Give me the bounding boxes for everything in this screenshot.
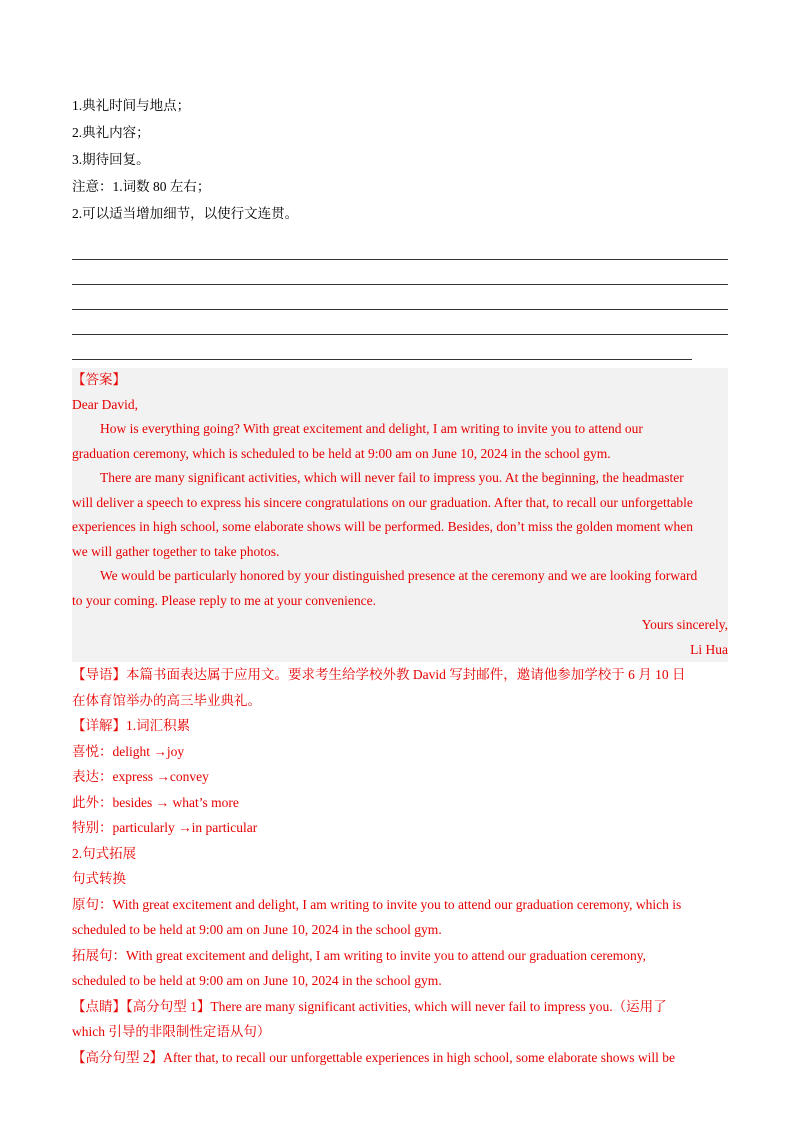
writing-line: [72, 260, 728, 285]
answer-label: 【答案】: [72, 372, 126, 387]
letter-p1-line2: graduation ceremony, which is scheduled to be held at 9:00 am on June 10, 2024 in the school gym.: [72, 445, 611, 461]
tips-line3: 【高分句型 2】After that, to recall our unforgettable experiences in high school, some elaborate shows will be: [72, 1049, 675, 1065]
writing-line: [72, 235, 728, 260]
vocab-item: 喜悦：delight →joy: [72, 743, 185, 759]
guide-line2: 在体育馆举办的高三毕业典礼。: [72, 692, 261, 708]
vocab-item: 表达：express →convey: [72, 769, 209, 784]
detail-section: [72, 713, 728, 994]
guide-label: 【导语】: [72, 667, 126, 682]
detail-label: 【详解】: [72, 718, 126, 733]
letter-p3-line1: We would be particularly honored by your distinguished presence at the ceremony and we are looking forward: [100, 568, 698, 583]
detail-heading-line: [72, 713, 728, 739]
letter-p2-line1: There are many significant activities, which will never fail to impress you. At the beginning, the headmaster: [100, 470, 684, 485]
letter-p3-line2: to your coming. Please reply to me at your convenience.: [72, 592, 377, 608]
letter-p2-line2: will deliver a speech to express his sincere congratulations on our graduation. After that, to recall our unforgettable: [72, 494, 693, 510]
writing-line: [72, 335, 692, 360]
guide-text: 本篇书面表达属于应用文。要求考生给学校外教 David 写封邮件，邀请他参加学校于 6 月 10 日: [126, 667, 686, 682]
note-line-1: [72, 173, 728, 200]
writing-line: [72, 285, 728, 310]
extended-sentence-line2: scheduled to be held at 9:00 am on June 10, 2024 in the school gym.: [72, 973, 442, 988]
note-word-count: 1.词数 80 左右；: [112, 179, 211, 194]
vocab-item: 此外：besides → what’s more: [72, 794, 239, 810]
tips-line1: 【点睛】【高分句型 1】There are many significant activities, which will never fail to impress you.（运用了: [72, 998, 667, 1014]
sentence-subheading: 句式转换: [72, 871, 126, 886]
tips-label: 【点睛】: [72, 998, 126, 1014]
vocab-item: 特别：particularly →in particular: [72, 820, 258, 835]
letter-p2-line3: experiences in high school, some elaborate shows will be performed. Besides, don’t miss the golden moment when: [72, 519, 693, 534]
requirement-2: 2.典礼内容；: [72, 125, 150, 140]
writing-line: [72, 310, 728, 335]
letter-p2-line4: we will gather together to take photos.: [72, 543, 280, 559]
guide-section: [72, 662, 728, 713]
letter-signature: Li Hua: [690, 641, 728, 657]
document-page: [72, 92, 728, 1070]
type1-label: 【高分句型 1】: [126, 998, 211, 1014]
tips-line2: which 引导的非限制性定语从句）: [72, 1024, 271, 1039]
type2-label: 【高分句型 2】: [72, 1049, 164, 1065]
requirement-3: 3.期待回复。: [72, 152, 150, 167]
original-sentence-line2: scheduled to be held at 9:00 am on June 10, 2024 in the school gym.: [72, 922, 442, 937]
tips-section: [72, 994, 728, 1071]
note-label: 注意：: [72, 179, 113, 194]
sentence-heading: 2.句式拓展: [72, 845, 137, 861]
detail-heading: 1.词汇积累: [126, 718, 191, 733]
original-sentence-line1: 原句：With great excitement and delight, I am writing to invite you to attend our graduation ceremony, which is: [72, 896, 682, 912]
note-line-2: 2.可以适当增加细节，以使行文连贯。: [72, 206, 299, 221]
requirement-1: 1.典礼时间与地点；: [72, 98, 191, 113]
letter-greeting: Dear David,: [72, 396, 138, 412]
writing-lines: [72, 235, 728, 360]
letter-closing: Yours sincerely,: [641, 617, 728, 632]
answer-block: [72, 368, 728, 662]
letter-p1-line1: How is everything going? With great excitement and delight, I am writing to invite you to attend our: [100, 421, 643, 436]
extended-sentence-line1: 拓展句：With great excitement and delight, I am writing to invite you to attend our graduation ceremony,: [72, 947, 647, 963]
guide-line1: [72, 662, 728, 688]
